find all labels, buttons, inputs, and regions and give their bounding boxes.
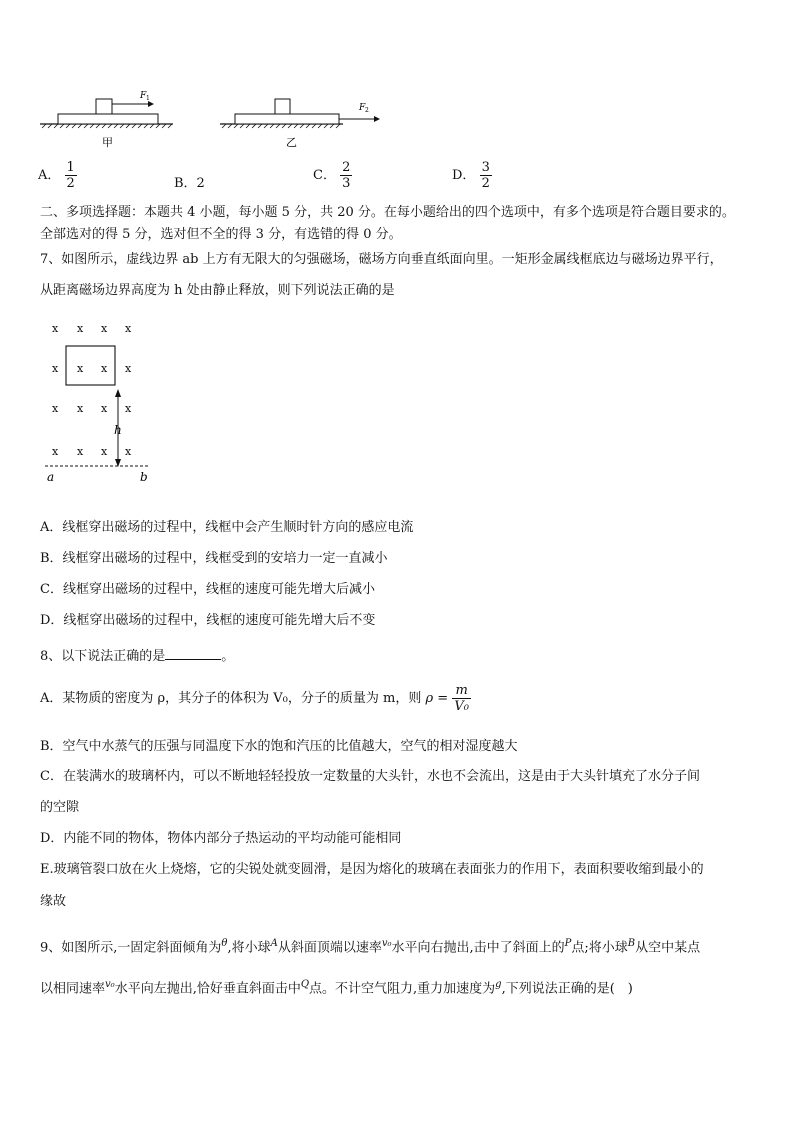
figure-label-yi: 乙 bbox=[286, 136, 297, 149]
field-cross: x bbox=[77, 322, 84, 335]
q9-text: 以相同速率 bbox=[40, 981, 106, 997]
force-f1-subscript: 1 bbox=[146, 95, 150, 102]
velocity-symbol: v₀ bbox=[381, 938, 392, 949]
field-cross: x bbox=[101, 445, 108, 458]
field-cross: x bbox=[101, 402, 108, 415]
ball-b-symbol: B bbox=[627, 938, 636, 949]
q8-stem-end: 。 bbox=[221, 649, 235, 664]
field-cross: x bbox=[52, 402, 59, 415]
figure-yi bbox=[220, 99, 380, 149]
field-cross: x bbox=[77, 362, 84, 375]
fraction-numerator: 1 bbox=[66, 160, 75, 175]
q8-option-e-line1[interactable]: E.玻璃管裂口放在火上烧熔，它的尖锐处就变圆滑，是因为熔化的玻璃在表面张力的作用下，表面积要收缩到最小的 bbox=[40, 862, 704, 877]
q8-option-e-line2: 缘故 bbox=[40, 894, 67, 909]
q8-option-a[interactable] bbox=[40, 681, 471, 717]
q6-option-c[interactable] bbox=[313, 160, 352, 191]
q9-stem-line1 bbox=[40, 936, 700, 956]
fraction-numerator: 2 bbox=[342, 160, 351, 175]
field-cross: x bbox=[77, 445, 84, 458]
field-cross: x bbox=[125, 362, 132, 375]
fraction bbox=[65, 160, 77, 191]
q7-option-a[interactable]: A．线框穿出磁场的过程中，线框中会产生顺时针方向的感应电流 bbox=[40, 520, 414, 535]
option-label: A． bbox=[38, 168, 61, 183]
q8-stem bbox=[40, 647, 234, 665]
q7-stem-line1: 7、如图所示，虚线边界 ab 上方有无限大的匀强磁场，磁场方向垂直纸面向里。一矩形金属线框底边与磁场边界平行， bbox=[40, 252, 723, 267]
q9-text: 从空中某点 bbox=[635, 940, 701, 956]
section2-instructions-line2: 全部选对的得 5 分，选对但不全的得 3 分，有选错的得 0 分。 bbox=[40, 227, 402, 242]
formula-fraction bbox=[452, 683, 471, 714]
q9-stem-line2 bbox=[40, 977, 633, 997]
fraction bbox=[480, 160, 492, 191]
q6-option-a[interactable] bbox=[38, 160, 77, 191]
q9-text: 9、如图所示,一固定斜面倾角为 bbox=[40, 940, 222, 956]
wire-frame bbox=[66, 346, 115, 385]
formula-lhs: ρ = bbox=[425, 691, 449, 706]
q6-option-d[interactable] bbox=[452, 160, 492, 191]
formula-numerator: m bbox=[452, 683, 471, 699]
ball-a-symbol: A bbox=[270, 938, 278, 949]
option-label: D． bbox=[452, 168, 476, 183]
q7-option-b[interactable]: B．线框穿出磁场的过程中，线框受到的安培力一定一直减小 bbox=[40, 551, 388, 566]
field-cross: x bbox=[52, 445, 59, 458]
block-force-figure bbox=[38, 86, 398, 152]
figure-jia bbox=[40, 91, 173, 149]
field-cross: x bbox=[52, 362, 59, 375]
field-cross: x bbox=[101, 322, 108, 335]
velocity-symbol: v₀ bbox=[105, 979, 115, 990]
q9-text: ,将小球 bbox=[227, 940, 271, 956]
q8-stem-text: 8、以下说法正确的是 bbox=[40, 649, 166, 664]
point-p-symbol: P bbox=[564, 938, 572, 949]
answer-blank[interactable] bbox=[165, 647, 221, 660]
q6-option-b[interactable]: B．2 bbox=[174, 176, 205, 191]
q9-text: 水平向右抛出,击中了斜面上的 bbox=[391, 940, 565, 956]
q8-option-a-text: A．某物质的密度为 ρ，其分子的体积为 V₀，分子的质量为 m，则 bbox=[40, 691, 422, 706]
q9-text: 点。不计空气阻力,重力加速度为 bbox=[309, 981, 496, 997]
q7-option-d[interactable]: D．线框穿出磁场的过程中，线框的速度可能先增大后不变 bbox=[40, 613, 376, 628]
point-q-symbol: Q bbox=[300, 979, 310, 990]
field-cross: x bbox=[125, 322, 132, 335]
q9-text: 水平向左抛出,恰好垂直斜面击中 bbox=[114, 981, 301, 997]
force-f2-label: F bbox=[359, 103, 366, 113]
option-label: C． bbox=[313, 168, 336, 183]
field-cross: x bbox=[125, 402, 132, 415]
q9-text: 点;将小球 bbox=[571, 940, 628, 956]
q9-text: 从斜面顶端以速率 bbox=[277, 940, 382, 956]
gravity-symbol: g bbox=[495, 979, 502, 990]
boundary-label-a: a bbox=[47, 470, 55, 484]
fraction-denominator: 2 bbox=[66, 176, 75, 191]
force-f1-label: F bbox=[140, 91, 147, 101]
fraction-denominator: 3 bbox=[342, 176, 351, 191]
q7-stem-line2: 从距离磁场边界高度为 h 处由静止释放，则下列说法正确的是 bbox=[40, 283, 395, 298]
fraction-numerator: 3 bbox=[481, 160, 490, 175]
field-cross: x bbox=[125, 445, 132, 458]
field-cross: x bbox=[101, 362, 108, 375]
height-label: h bbox=[114, 423, 122, 437]
q8-option-c-line1[interactable]: C．在装满水的玻璃杯内，可以不断地轻轻投放一定数量的大头针，水也不会流出，这是由于大头针填充了水分子间 bbox=[40, 769, 700, 784]
magnetic-field-figure bbox=[40, 318, 170, 490]
q8-option-d[interactable]: D．内能不同的物体，物体内部分子热运动的平均动能可能相同 bbox=[40, 831, 402, 846]
figure-label-jia: 甲 bbox=[102, 136, 113, 149]
q9-text: ,下列说法正确的是( ) bbox=[501, 981, 633, 997]
fraction bbox=[340, 160, 352, 191]
section2-instructions-line1: 二、多项选择题：本题共 4 小题，每小题 5 分，共 20 分。在每小题给出的四个选项中，有多个选项是符合题目要求的。 bbox=[40, 205, 735, 220]
fraction-denominator: 2 bbox=[481, 176, 490, 191]
q8-option-b[interactable]: B．空气中水蒸气的压强与同温度下水的饱和汽压的比值越大，空气的相对湿度越大 bbox=[40, 739, 518, 754]
force-f2-subscript: 2 bbox=[365, 107, 369, 114]
formula-denominator: V₀ bbox=[454, 699, 469, 714]
boundary-label-b: b bbox=[140, 470, 148, 484]
field-cross: x bbox=[52, 322, 59, 335]
field-cross: x bbox=[77, 402, 84, 415]
q8-option-c-line2: 的空隙 bbox=[40, 800, 80, 815]
q7-option-c[interactable]: C．线框穿出磁场的过程中，线框的速度可能先增大后减小 bbox=[40, 582, 375, 597]
angle-symbol: θ bbox=[221, 938, 228, 949]
